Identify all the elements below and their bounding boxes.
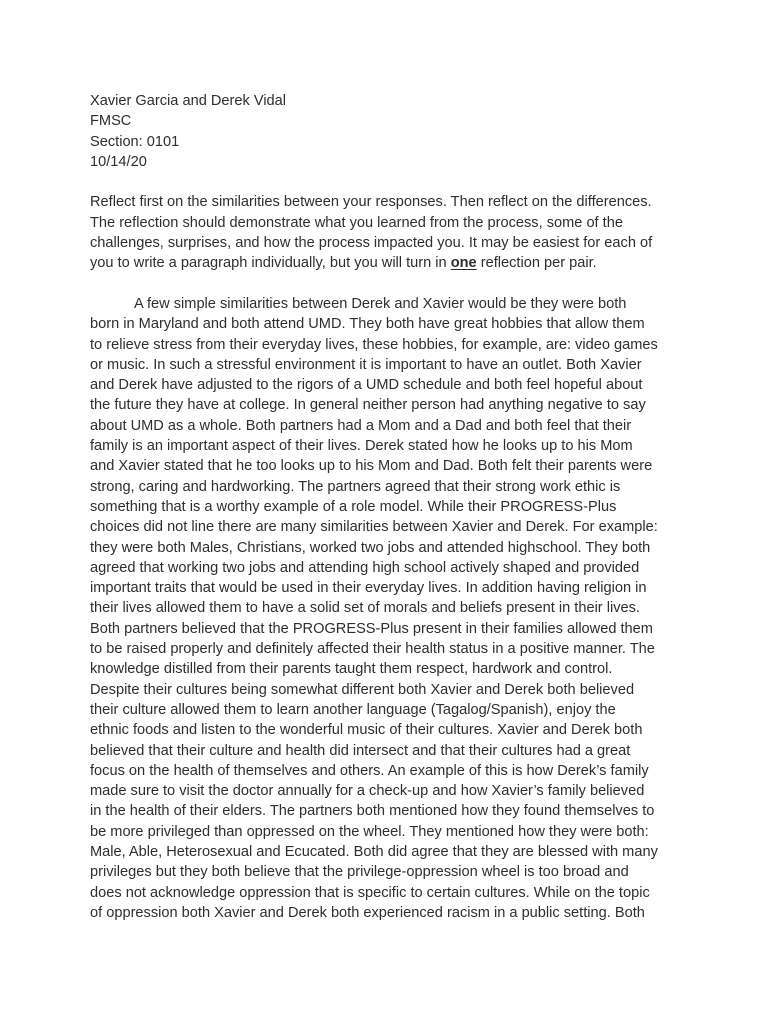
reflection-line: ethnic foods and listen to the wonderful music of their cultures. Xavier and Derek both [90,722,643,739]
reflection-line: or music. In such a stressful environment it is important to have an outlet. Both Xavier [90,356,642,373]
prompt-text-after: reflection per pair. [476,255,597,272]
document-date: 10/14/20 [90,153,147,170]
reflection-line: Both partners believed that the PROGRESS-Plus present in their families allowed them [90,620,653,637]
prompt-text-before: you to write a paragraph individually, but you will turn in [90,255,451,272]
header-block [90,91,720,172]
reflection-line: made sure to visit the doctor annually for a check-up and how Xavier’s family believed [90,783,645,800]
reflection-line: focus on the health of themselves and others. An example of this is how Derek’s family [90,762,649,779]
reflection-line: Male, Able, Heterosexual and Ecucated. Both did agree that they are blessed with many [90,843,658,860]
prompt-last-line [90,253,720,273]
reflection-line: choices did not line there are many similarities between Xavier and Derek. For example: [90,519,658,536]
reflection-line: strong, caring and hardworking. The partners agreed that their strong work ethic is [90,478,621,495]
course-name: FMSC [90,113,132,130]
reflection-line: and Derek have adjusted to the rigors of a UMD schedule and both feel hopeful about [90,377,643,394]
reflection-line: of oppression both Xavier and Derek both experienced racism in a public setting. Both [90,904,645,921]
reflection-line: family is an important aspect of their lives. Derek stated how he looks up to his Mom [90,438,633,455]
reflection-line: their culture allowed them to learn another language (Tagalog/Spanish), enjoy the [90,701,616,718]
reflection-line: to be raised properly and definitely affected their health status in a positive manner. The [90,641,655,658]
document-page [90,91,720,923]
reflection-line: the future they have at college. In general neither person had anything negative to say [90,397,646,414]
reflection-line: and Xavier stated that he too looks up to his Mom and Dad. Both felt their parents were [90,458,653,475]
reflection-line: they were both Males, Christians, worked two jobs and attended highschool. They both [90,539,651,556]
section-number: Section: 0101 [90,133,180,150]
prompt-line: Reflect first on the similarities between your responses. Then reflect on the differences. [90,194,652,211]
reflection-line: about UMD as a whole. Both partners had a Mom and a Dad and both feel that their [90,417,632,434]
reflection-line: their lives allowed them to have a solid set of morals and beliefs present in their lives. [90,600,640,617]
author-names: Xavier Garcia and Derek Vidal [90,93,287,109]
spacer [90,274,720,294]
reflection-line: knowledge distilled from their parents taught them respect, hardwork and control. [90,661,613,678]
prompt-line: challenges, surprises, and how the process impacted you. It may be easiest for each of [90,235,653,252]
reflection-line: born in Maryland and both attend UMD. They both have great hobbies that allow them [90,316,645,333]
reflection-line: A few simple similarities between Derek and Xavier would be they were both [134,295,627,312]
prompt-paragraph [90,192,720,273]
reflection-line: be more privileged than oppressed on the wheel. They mentioned how they were both: [90,823,649,840]
prompt-line: The reflection should demonstrate what you learned from the process, some of the [90,214,623,231]
reflection-line: privileges but they both believe that the privilege-oppression wheel is too broad and [90,864,629,881]
reflection-line: something that is a worthy example of a role model. While their PROGRESS-Plus [90,498,617,515]
spacer [90,172,720,192]
reflection-line: agreed that working two jobs and attending high school actively shaped and provided [90,559,640,576]
emphasized-word: one [450,255,477,272]
reflection-line: in the health of their elders. The partners both mentioned how they found themselves to [90,803,655,820]
reflection-line: important traits that would be used in their everyday lives. In addition having religion in [90,580,647,597]
reflection-line: to relieve stress from their everyday lives, these hobbies, for example, are: video games [90,336,658,353]
reflection-line: believed that their culture and health did intersect and that their cultures had a great [90,742,631,759]
reflection-line: does not acknowledge oppression that is specific to certain cultures. While on the topic [90,884,650,901]
reflection-line: Despite their cultures being somewhat different both Xavier and Derek both believed [90,681,635,698]
reflection-paragraph [90,294,720,923]
